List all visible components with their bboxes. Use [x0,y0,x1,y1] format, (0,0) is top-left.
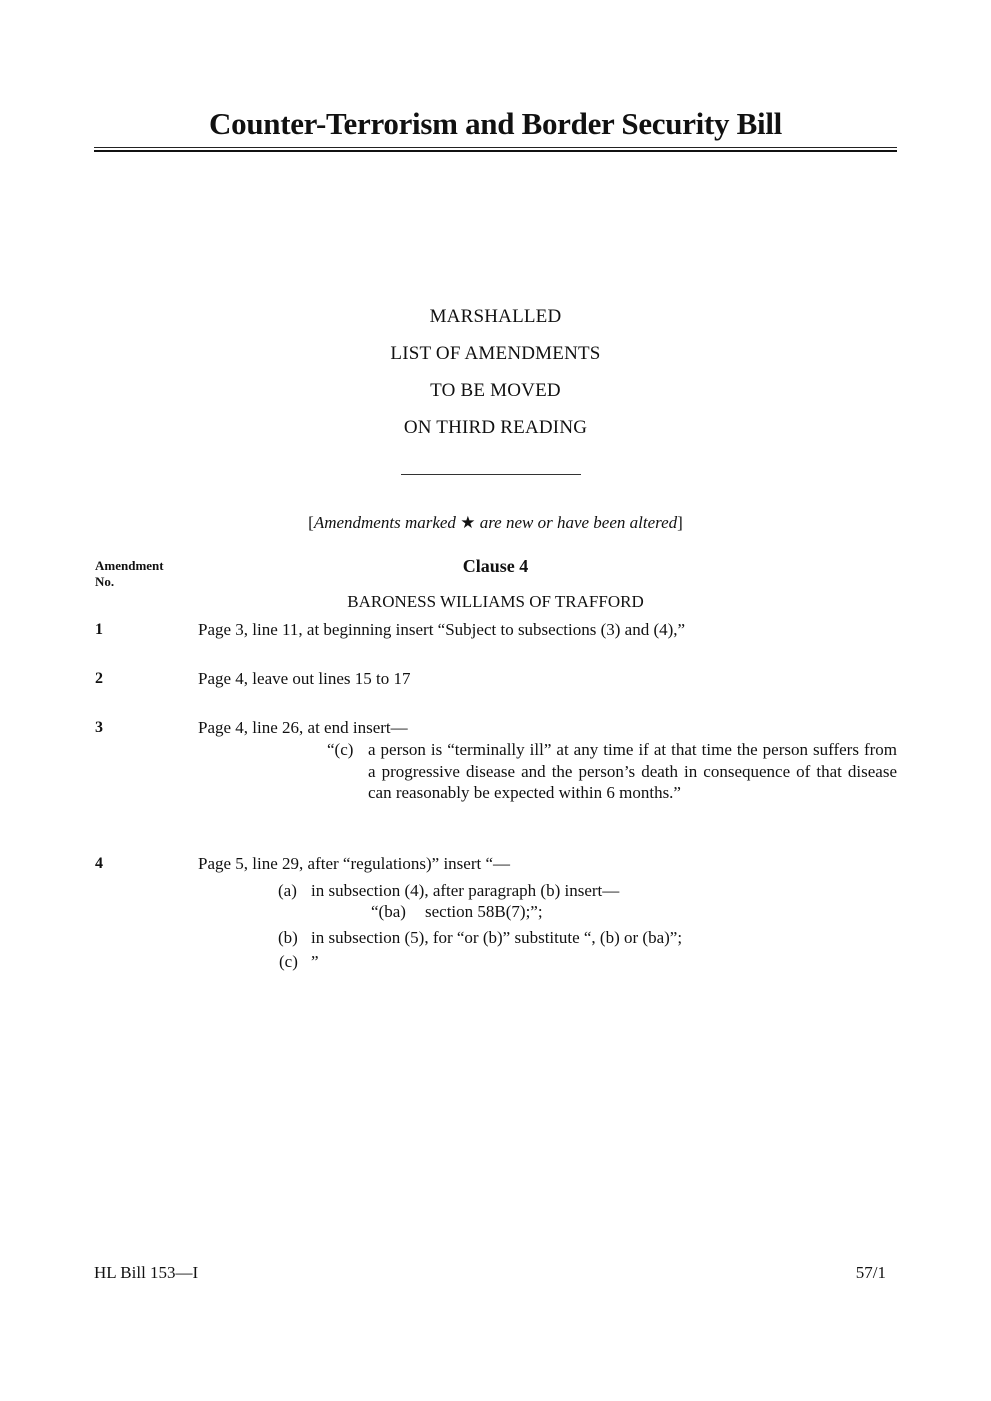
amendment-4-item-b-text: in subsection (5), for “or (b)” substitute “, (b) or (ba)”; [311,928,683,947]
heading-line-1: MARSHALLED [429,306,562,327]
amendment-text-4: Page 5, line 29, after “regulations)” insert “— [198,854,511,873]
amendment-4-item-c-text: ” [311,952,319,971]
amendment-text-1: Page 3, line 11, at beginning insert “Subject to subsections (3) and (4),” [198,620,686,639]
amendment-4-item-c-label: (c) [279,952,298,971]
amendment-number-2: 2 [95,670,103,687]
amendment-3-insert-label: “(c) [327,740,354,759]
heading-line-3: TO BE MOVED [430,380,561,401]
amendment-4-item-a-label: (a) [278,881,297,900]
footer-bill-reference: HL Bill 153—I [94,1263,199,1282]
amendment-number-column-header: Amendment No. [95,558,164,589]
section-divider [401,474,581,475]
amendment-number-3: 3 [95,719,103,736]
amendment-4-item-b-label: (b) [278,928,298,947]
title-rule-thin [94,147,897,148]
amendment-number-4: 4 [95,855,103,872]
amendment-number-1: 1 [95,621,103,638]
heading-line-4: ON THIRD READING [403,417,588,438]
footer-page-reference: 57/1 [855,1263,886,1282]
amendment-text-3: Page 4, line 26, at end insert— [198,718,408,737]
amendment-3-insert-text: a person is “terminally ill” at any time if at that time the person suffers from a progressive disease and the person’s death in consequence of that disease can reasonably be expected within 6 months.” [368,740,897,802]
title-rule-thick [94,150,897,152]
amendment-text-2: Page 4, leave out lines 15 to 17 [198,669,411,688]
star-icon: ★ [460,513,476,532]
amendment-4-item-a-text: in subsection (4), after paragraph (b) insert— [311,881,620,900]
amendment-4-item-ba-text: section 58B(7);”; [425,902,543,921]
amendments-note: [Amendments marked ★ are new or have been altered] [308,513,683,532]
sponsor-name: BARONESS WILLIAMS OF TRAFFORD [347,592,644,611]
amendment-4-item-ba-label: “(ba) [371,902,406,921]
bill-title: Counter-Terrorism and Border Security Bill [209,106,782,141]
clause-heading: Clause 4 [462,556,529,576]
heading-line-2: LIST OF AMENDMENTS [390,343,601,364]
